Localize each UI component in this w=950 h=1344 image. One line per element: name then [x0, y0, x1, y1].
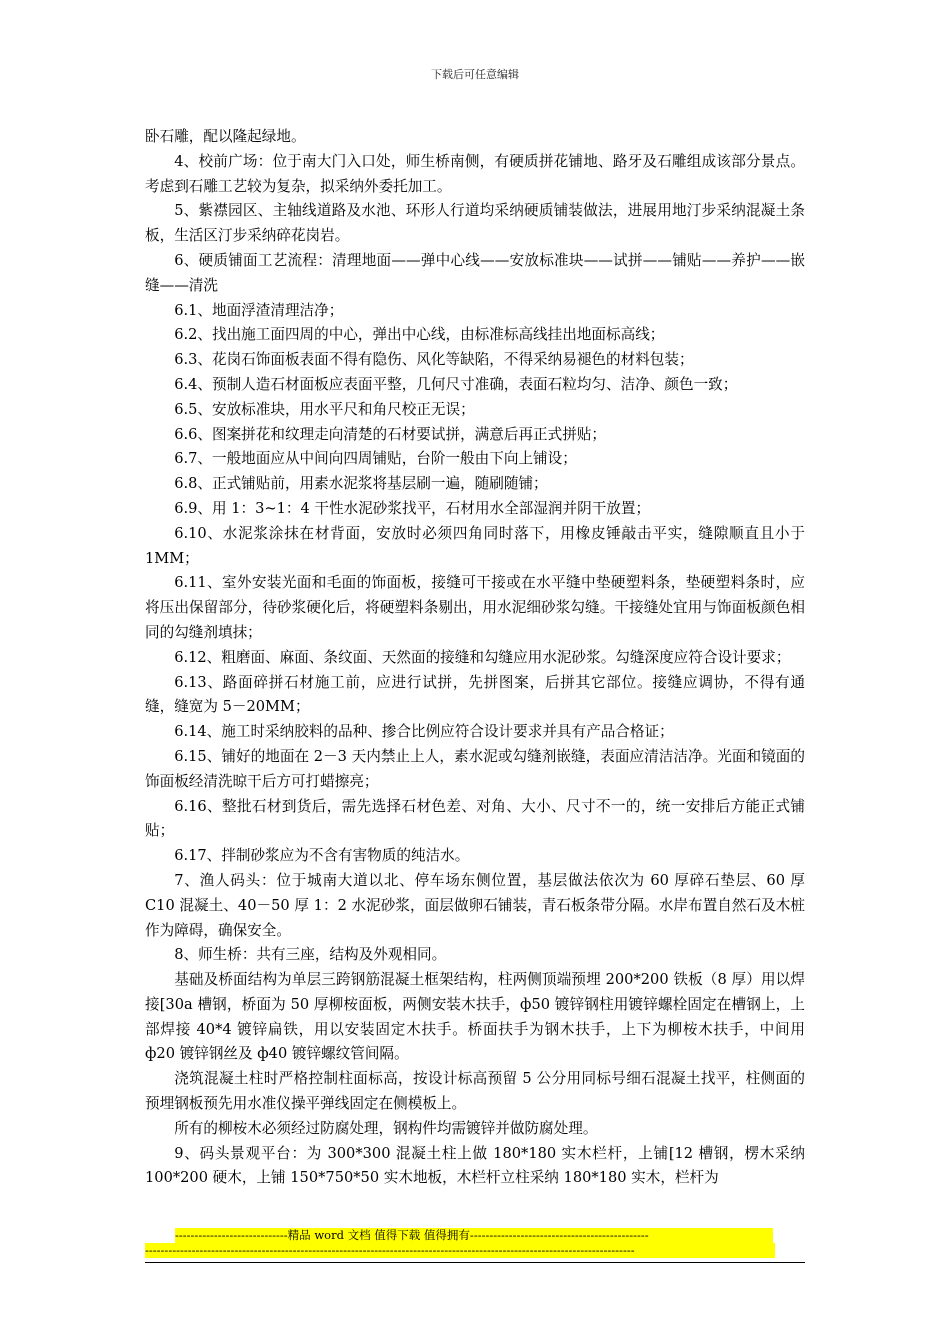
footer-line-2: ------------------------------------------------------------------------------------------------------------------------------: [145, 1243, 775, 1258]
paragraph: 6.11、室外安装光面和毛面的饰面板，接缝可干接或在水平缝中垫硬塑料条，垫硬塑料条时，应将压出保留部分，待砂浆硬化后，将硬塑料条剔出，用水泥细砂浆勾缝。干接缝处宜用与饰面板颜色相同的勾缝剂填抹；: [145, 574, 805, 641]
paragraph: 6.8、正式铺贴前，用素水泥浆将基层刷一遍，随刷随铺；: [174, 475, 548, 493]
paragraph: 6.13、路面碎拼石材施工前，应进行试拼，先拼图案，后拼其它部位。接缝应调协，不得有通缝，缝宽为 5－20MM；: [145, 673, 805, 716]
paragraph: 9、码头景观平台：为 300*300 混凝土柱上做 180*180 实木栏杆，上铺[12 槽钢，楞木采纳 100*200 硬木，上铺 150*750*50 实木地板，木栏杆立柱采纳 180*180 实木，栏杆为: [145, 1144, 805, 1187]
paragraph: 6.5、安放标准块，用水平尺和角尺校正无误；: [174, 400, 475, 418]
paragraph: 6.14、施工时采纳胶料的品种、掺合比例应符合设计要求并具有产品合格证；: [174, 723, 674, 741]
paragraph: 6.15、铺好的地面在 2－3 天内禁止上人，素水泥或勾缝剂嵌缝，表面应清洁洁净。光面和镜面的饰面板经清洗晾干后方可打蜡擦亮；: [145, 747, 805, 790]
paragraph: 8、师生桥：共有三座，结构及外观相同。: [174, 946, 447, 964]
paragraph: 6.10、水泥浆涂抹在材背面，安放时必须四角同时落下，用橡皮锤敲击平实，缝隙顺直且小于 1MM；: [145, 524, 805, 567]
paragraph: 6.9、用 1：3~1：4 干性水泥砂浆找平，石材用水全部湿润并阴干放置；: [174, 499, 651, 517]
paragraph: 7、渔人码头：位于城南大道以北、停车场东侧位置，基层做法依次为 60 厚碎石垫层、60 厚 C10 混凝土、40－50 厚 1：2 水泥砂浆，面层做卵石铺装，青石板条带分隔。水岸布置自然石及木桩作为障碍，确保安全。: [145, 871, 805, 939]
paragraph: 卧石雕，配以隆起绿地。: [145, 128, 306, 145]
paragraph: 6.17、拌制砂浆应为不含有害物质的纯洁水。: [174, 847, 470, 865]
paragraph: 5、紫襟园区、主轴线道路及水池、环形人行道均采纳硬质铺装做法，进展用地汀步采纳混凝土条板，生活区汀步采纳碎花岗岩。: [145, 202, 805, 245]
paragraph: 6.2、找出施工面四周的中心，弹出中心线，由标准标高线挂出地面标高线；: [174, 326, 665, 344]
paragraph: 6.12、粗磨面、麻面、条纹面、天然面的接缝和勾缝应用水泥砂浆。勾缝深度应符合设计要求；: [174, 648, 791, 666]
paragraph: 6.4、预制人造石材面板应表面平整，几何尺寸准确，表面石粒均匀、洁净、颜色一致；: [174, 375, 738, 393]
paragraph: 4、校前广场：位于南大门入口处，师生桥南侧，有硬质拼花铺地、路牙及石雕组成该部分景点。考虑到石雕工艺较为复杂，拟采纳外委托加工。: [145, 152, 805, 195]
paragraph: 6、硬质铺面工艺流程：清理地面——弹中心线——安放标准块——试拼——铺贴——养护——嵌缝——清洗: [145, 251, 805, 294]
page-header: 下载后可任意编辑: [431, 68, 519, 81]
footer-rule: [145, 1262, 805, 1263]
paragraph: 浇筑混凝土柱时严格控制柱面标高，按设计标高预留 5 公分用同标号细石混凝土找平，柱侧面的预埋钢板预先用水准仪操平弹线固定在侧模板上。: [145, 1070, 805, 1113]
paragraph: 基础及桥面结构为单层三跨钢筋混凝土框架结构，柱两侧顶端预埋 200*200 铁板（8 厚）用以焊接[30a 槽钢，桥面为 50 厚柳桉面板，两侧安装木扶手，ф50 镀锌钢柱用镀锌螺栓固定在槽钢上，上部焊接 40*4 镀锌扁铁，用以安装固定木扶手。桥面扶手为钢木扶手，上下为柳桉木扶手，中间用 ф20 镀锌钢丝及 ф40 镀锌螺纹管间隔。: [145, 971, 805, 1063]
footer-banner: [145, 1228, 805, 1258]
paragraph: 6.3、花岗石饰面板表面不得有隐伤、风化等缺陷，不得采纳易褪色的材料包装；: [174, 351, 694, 369]
footer-line-1: -----------------------------精品 word 文档 值得下载 值得拥有----------------------------------------------: [175, 1228, 773, 1243]
document-body: [145, 125, 805, 1191]
paragraph: 6.1、地面浮渣清理洁净；: [174, 301, 344, 319]
paragraph: 所有的柳桉木必须经过防腐处理，钢构件均需镀锌并做防腐处理。: [174, 1119, 598, 1137]
paragraph: 6.6、图案拼花和纹理走向清楚的石材要试拼，满意后再正式拼贴；: [174, 425, 607, 443]
paragraph: 6.7、一般地面应从中间向四周铺贴，台阶一般由下向上铺设；: [174, 450, 577, 468]
paragraph: 6.16、整批石材到货后，需先选择石材色差、对角、大小、尺寸不一的，统一安排后方能正式铺贴；: [145, 797, 805, 840]
